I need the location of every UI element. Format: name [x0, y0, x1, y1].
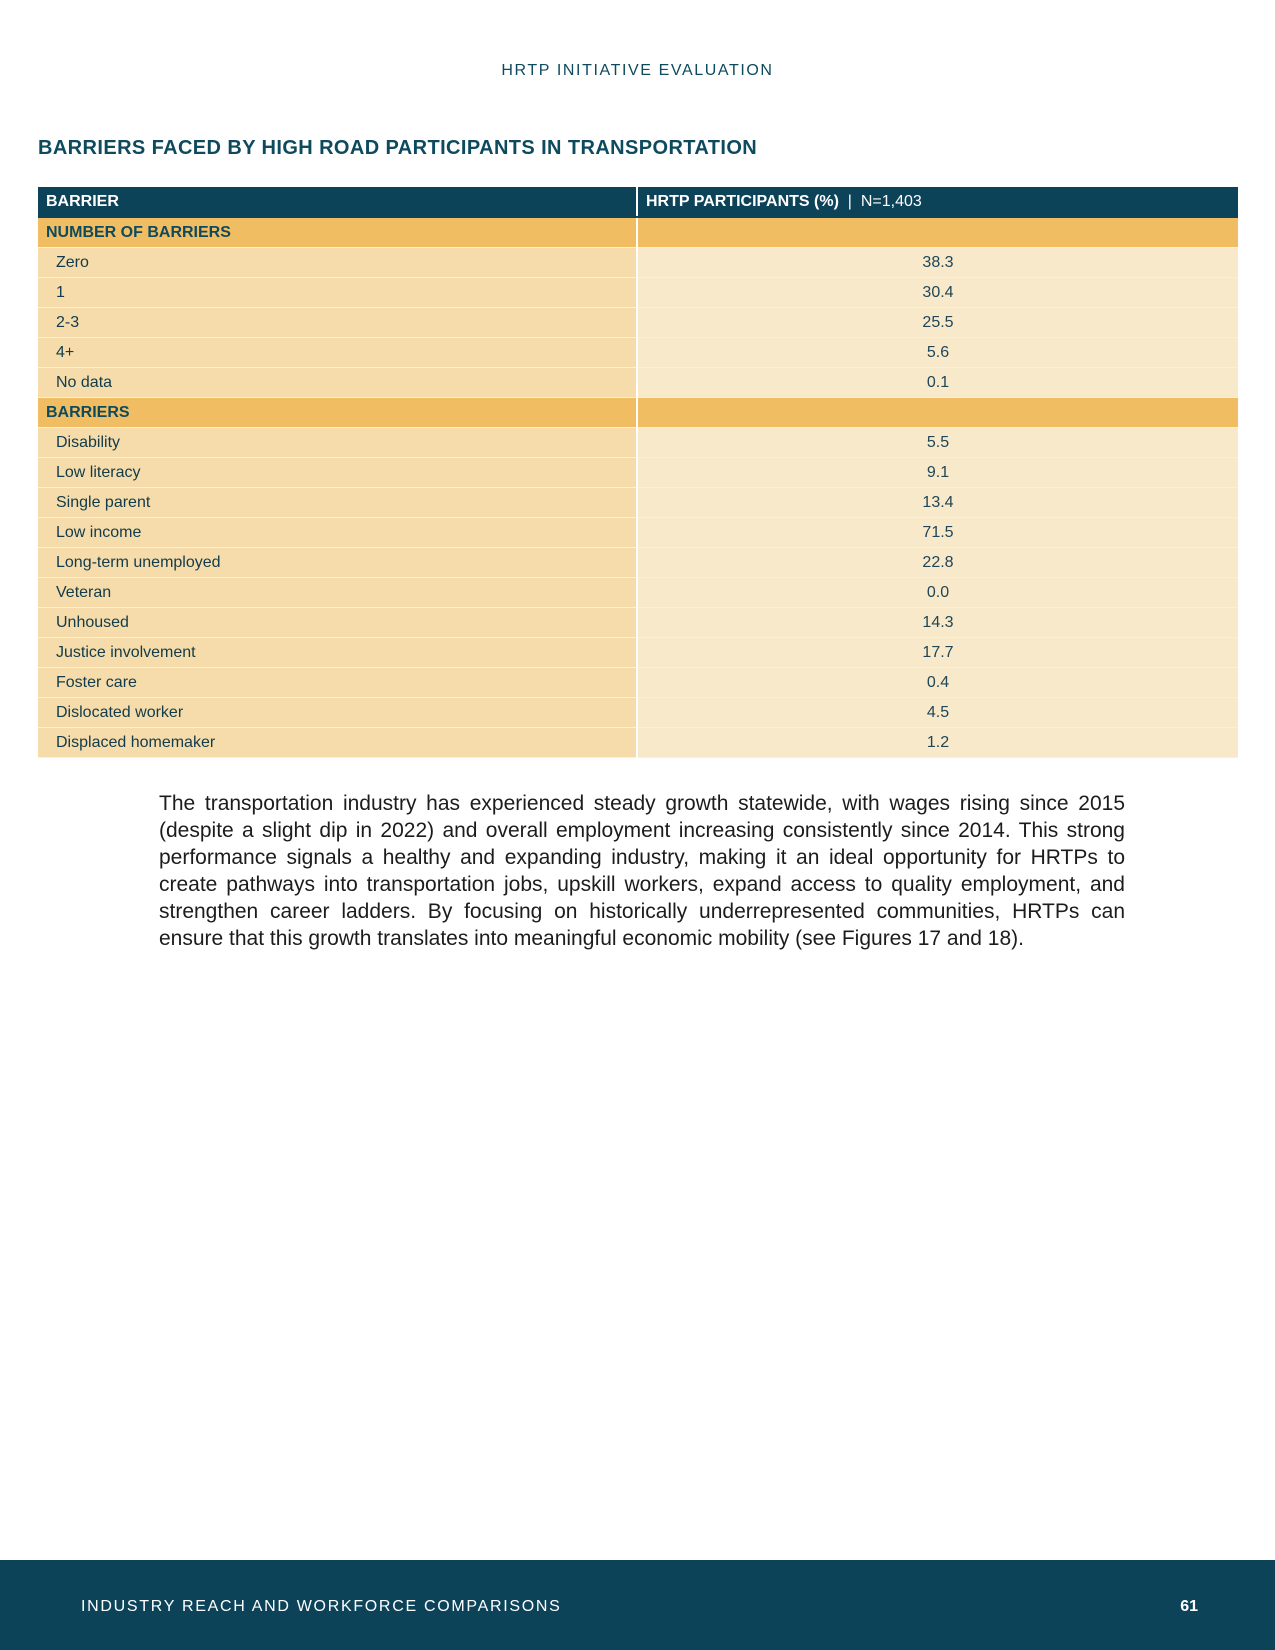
table-row: [38, 578, 1238, 608]
barrier-label: Veteran: [38, 578, 637, 608]
participant-percent: 0.1: [637, 368, 1238, 398]
running-header: HRTP INITIATIVE EVALUATION: [501, 62, 774, 79]
page-number: 61: [1180, 1598, 1198, 1615]
table-body: [38, 217, 1238, 758]
table-row: [38, 278, 1238, 308]
participants-label: HRTP PARTICIPANTS (%): [646, 192, 839, 210]
table-row: [38, 518, 1238, 548]
table-row: [38, 608, 1238, 638]
participant-percent: 9.1: [637, 458, 1238, 488]
participant-percent: 71.5: [637, 518, 1238, 548]
table-title: BARRIERS FACED BY HIGH ROAD PARTICIPANTS IN TRANSPORTATION: [38, 137, 758, 159]
barrier-label: Long-term unemployed: [38, 548, 637, 578]
participant-percent: 5.6: [637, 338, 1238, 368]
participant-percent: 0.4: [637, 668, 1238, 698]
barrier-label: Dislocated worker: [38, 698, 637, 728]
table-row: [38, 428, 1238, 458]
table-section-row: [38, 217, 1238, 248]
participant-percent: 1.2: [637, 728, 1238, 758]
table-row: [38, 668, 1238, 698]
barriers-table: [38, 187, 1238, 758]
barrier-label: Low literacy: [38, 458, 637, 488]
section-value-blank: [637, 398, 1238, 428]
table-row: [38, 548, 1238, 578]
column-header-participants: [637, 187, 1238, 217]
participant-percent: 30.4: [637, 278, 1238, 308]
footer-section-title: INDUSTRY REACH AND WORKFORCE COMPARISONS: [81, 1598, 562, 1615]
table-row: [38, 698, 1238, 728]
participant-percent: 17.7: [637, 638, 1238, 668]
table-row: [38, 368, 1238, 398]
page-footer: [0, 1560, 1275, 1650]
table-row: [38, 458, 1238, 488]
barrier-label: Displaced homemaker: [38, 728, 637, 758]
participant-percent: 38.3: [637, 248, 1238, 278]
section-value-blank: [637, 217, 1238, 248]
table-section-row: [38, 398, 1238, 428]
body-paragraph: The transportation industry has experienced steady growth statewide, with wages rising since 2015 (despite a slight dip in 2022) and overall employment increasing consistently since 2014. This strong performance signals a healthy and expanding industry, making it an ideal opportunity for HRTPs to create pathways into transportation jobs, upskill workers, expand access to quality employment, and strengthen career ladders. By focusing on historically underrepresented communities, HRTPs can ensure that this growth translates into meaningful economic mobility (see Figures 17 and 18).: [159, 792, 1125, 950]
participant-percent: 14.3: [637, 608, 1238, 638]
section-heading: BARRIERS: [38, 398, 637, 428]
participant-percent: 5.5: [637, 428, 1238, 458]
barrier-label: Disability: [38, 428, 637, 458]
table-header-row: [38, 187, 1238, 217]
barrier-label: Zero: [38, 248, 637, 278]
barrier-label: Unhoused: [38, 608, 637, 638]
participant-percent: 22.8: [637, 548, 1238, 578]
barrier-label: 4+: [38, 338, 637, 368]
participant-percent: 0.0: [637, 578, 1238, 608]
sample-size: N=1,403: [860, 192, 922, 210]
barrier-label: No data: [38, 368, 637, 398]
barrier-label: Justice involvement: [38, 638, 637, 668]
column-header-barrier: BARRIER: [38, 187, 637, 217]
table-row: [38, 488, 1238, 518]
table-row: [38, 338, 1238, 368]
participant-percent: 4.5: [637, 698, 1238, 728]
table-row: [38, 308, 1238, 338]
barrier-label: Low income: [38, 518, 637, 548]
participant-percent: 13.4: [637, 488, 1238, 518]
table-row: [38, 728, 1238, 758]
barrier-label: Single parent: [38, 488, 637, 518]
header-separator: |: [847, 192, 852, 210]
table-row: [38, 638, 1238, 668]
table-row: [38, 248, 1238, 278]
barrier-label: 2-3: [38, 308, 637, 338]
section-heading: NUMBER OF BARRIERS: [38, 217, 637, 248]
barrier-label: 1: [38, 278, 637, 308]
barrier-label: Foster care: [38, 668, 637, 698]
participant-percent: 25.5: [637, 308, 1238, 338]
